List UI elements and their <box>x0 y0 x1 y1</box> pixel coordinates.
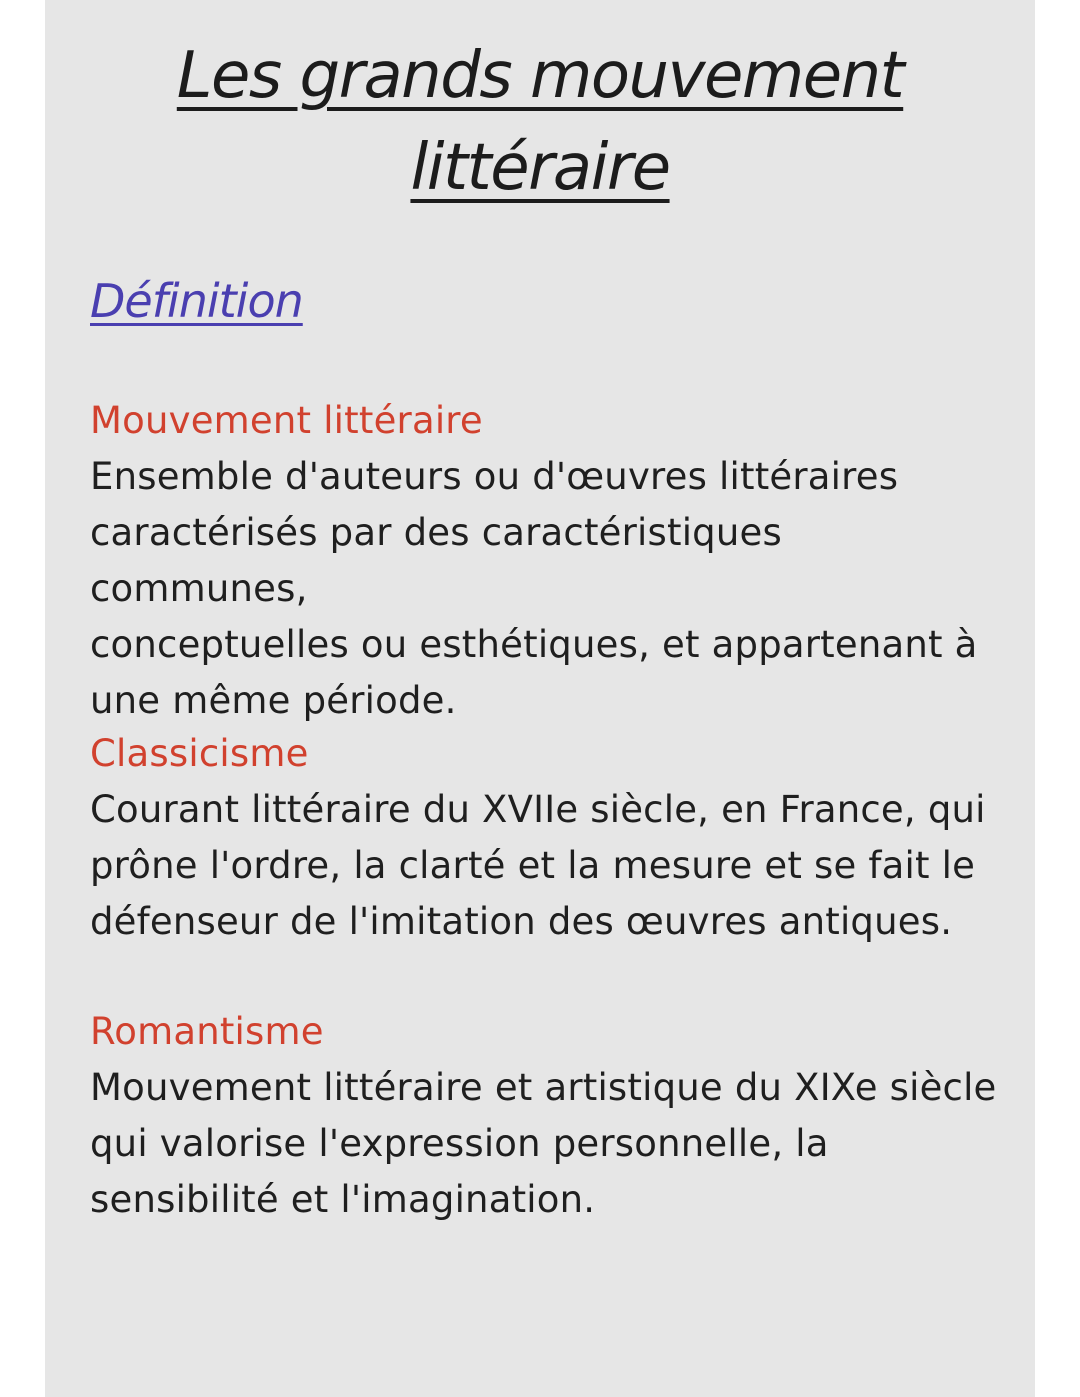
entry-definition-line: qui valorise l'expression personnelle, la <box>90 1122 829 1165</box>
entry-definition-line: Courant littéraire du XVIIe siècle, en France, qui <box>90 788 986 831</box>
entry-definition-line: une même période. <box>90 679 457 722</box>
entry-definition-line: caractérisés par des caractéristiques communes, <box>90 511 782 610</box>
title-line-1: Les grands mouvement <box>176 39 904 113</box>
entry-classicisme <box>90 726 1010 950</box>
entry-romantisme <box>90 1004 1010 1228</box>
document-page <box>45 0 1035 1397</box>
entry-term: Classicisme <box>90 732 309 775</box>
entry-mouvement-litteraire <box>90 393 1010 729</box>
entry-definition-line: conceptuelles ou esthétiques, et appartenant à <box>90 623 978 666</box>
entry-definition-line: Mouvement littéraire et artistique du XIXe siècle <box>90 1066 997 1109</box>
entry-term: Romantisme <box>90 1010 324 1053</box>
title-line-2: littéraire <box>410 131 670 205</box>
entry-definition-line: Ensemble d'auteurs ou d'œuvres littéraires <box>90 455 899 498</box>
entry-definition-line: défenseur de l'imitation des œuvres antiques. <box>90 900 953 943</box>
entry-term: Mouvement littéraire <box>90 399 483 442</box>
entry-definition-line: sensibilité et l'imagination. <box>90 1178 596 1221</box>
section-heading-definition: Définition <box>90 274 303 328</box>
entry-definition-line: prône l'ordre, la clarté et la mesure et se fait le <box>90 844 976 887</box>
page-title <box>45 30 1035 214</box>
